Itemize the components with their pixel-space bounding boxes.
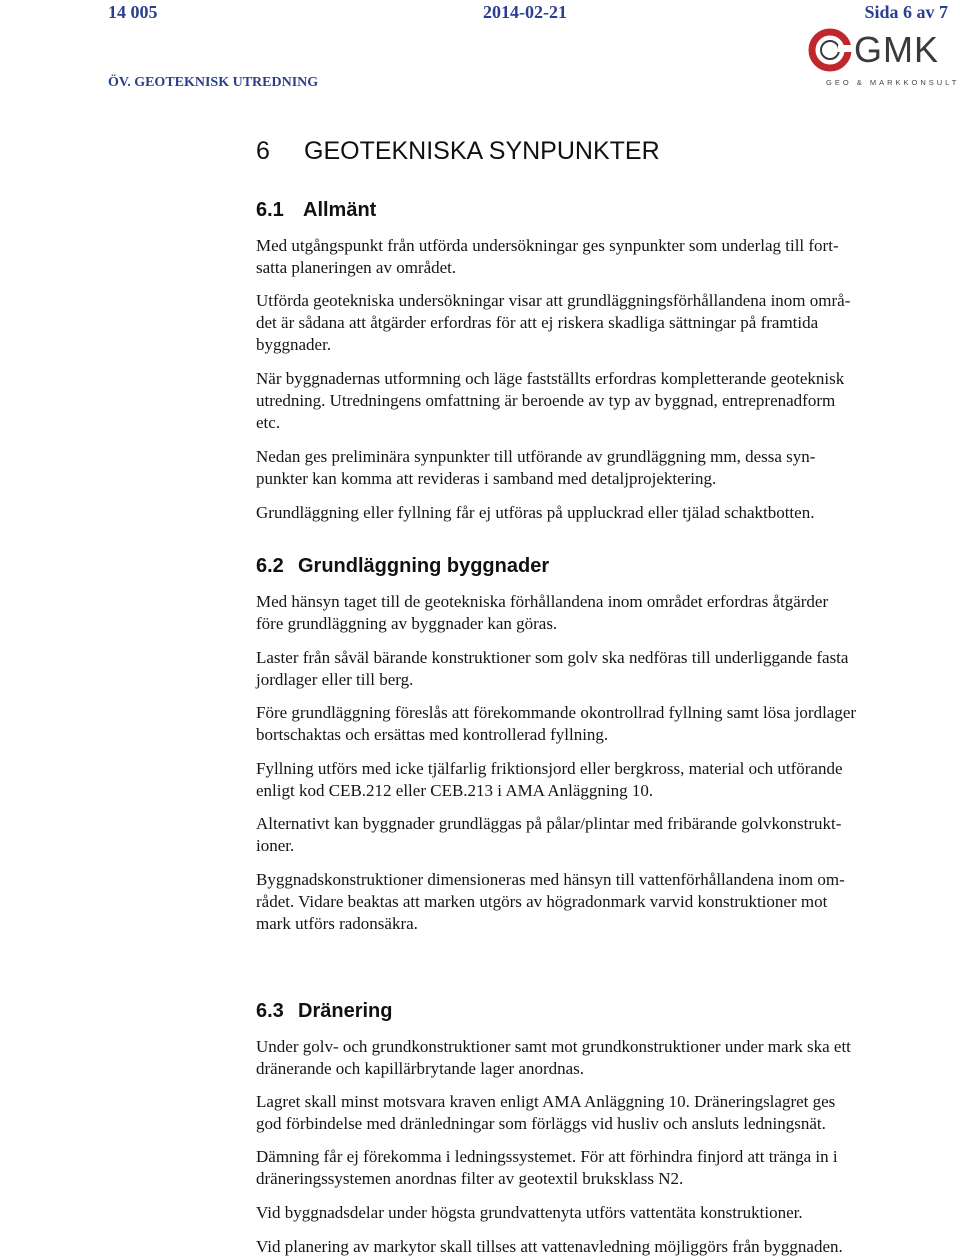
- section-6-3-number: 6.3: [256, 1000, 284, 1022]
- paragraph: Lagret skall minst motsvara kraven enligt AMA Anläggning 10. Dräneringslagret ges god förbindelse med dränledningar som förläggs vid husliv och ansluts ledningsnät.: [256, 1092, 836, 1133]
- document-date: 2014-02-21: [483, 2, 567, 22]
- paragraph: Byggnadskonstruktioner dimensioneras med hänsyn till vattenförhållandena inom om- rådet. Vidare beaktas att marken utgörs av högradonmark varvid konstruktioner mot mark utförs radonsäkra.: [256, 870, 845, 933]
- section-6-1-number: 6.1: [256, 199, 284, 221]
- paragraph: Utförda geotekniska undersökningar visar att grundläggningsförhållandena inom områ- det är sådana att åtgärder erfordras för att ej riskera skadliga sättningar på framtida byggnader.: [256, 291, 851, 354]
- section-6-2-number: 6.2: [256, 555, 284, 577]
- document-subtitle: ÖV. GEOTEKNISK UTREDNING: [108, 75, 319, 90]
- paragraph: Dämning får ej förekomma i ledningssystemet. För att förhindra finjord att tränga in i dräneringssystemen anordnas filter av geotextil bruksklass N2.: [256, 1147, 838, 1188]
- section-6-heading: [256, 137, 660, 166]
- paragraph: Före grundläggning föreslås att förekommande okontrollrad fyllning samt lösa jordlager bortschaktas och ersättas med kontrollerad fyllning.: [256, 703, 857, 744]
- paragraph: Med utgångspunkt från utförda undersökningar ges synpunkter som underlag till fort- satta planeringen av området.: [256, 236, 839, 277]
- logo-wordmark: GMK: [854, 29, 940, 70]
- paragraph: Grundläggning eller fyllning får ej utföras på uppluckrad eller tjälad schaktbotten.: [256, 503, 815, 522]
- gmk-logo: [808, 28, 960, 92]
- section-6-2-title: Grundläggning byggnader: [298, 555, 550, 577]
- page-indicator: Sida 6 av 7: [864, 2, 948, 22]
- paragraph: Vid planering av markytor skall tillses att vattenavledning möjliggörs från byggnaden.: [256, 1237, 843, 1256]
- paragraph: Vid byggnadsdelar under högsta grundvattenyta utförs vattentäta konstruktioner.: [256, 1203, 803, 1222]
- section-6-1-heading: [256, 199, 376, 222]
- section-6-number: 6: [256, 137, 270, 165]
- paragraph: Under golv- och grundkonstruktioner samt mot grundkonstruktioner under mark ska ett dränerande och kapillärbrytande lager anordnas.: [256, 1037, 851, 1078]
- section-6-3-title: Dränering: [298, 1000, 393, 1022]
- logo-tagline: GEO & MARKKONSULT: [826, 78, 960, 87]
- paragraph: När byggnadernas utformning och läge fastställts erfordras kompletterande geoteknisk utredning. Utredningens omfattning är beroende av typ av byggnad, entreprenadform etc.: [256, 369, 845, 432]
- paragraph: Laster från såväl bärande konstruktioner som golv ska nedföras till underliggande fasta jordlager eller till berg.: [256, 648, 849, 689]
- paragraph: Nedan ges preliminära synpunkter till utförande av grundläggning mm, dessa syn- punkter kan komma att revideras i samband med detaljprojektering.: [256, 447, 816, 488]
- section-6-2-heading: [256, 555, 549, 578]
- paragraph: Fyllning utförs med icke tjälfarlig friktionsjord eller bergkross, material och utförande enligt kod CEB.212 eller CEB.213 i AMA Anläggning 10.: [256, 759, 843, 800]
- logo-ring-icon: [808, 28, 858, 78]
- document-number: 14 005: [108, 2, 158, 22]
- paragraph: Alternativt kan byggnader grundläggas på pålar/plintar med fribärande golvkonstrukt- ioner.: [256, 814, 842, 855]
- paragraph: Med hänsyn taget till de geotekniska förhållandena inom området erfordras åtgärder före grundläggning av byggnader kan göras.: [256, 592, 829, 633]
- section-6-1-title: Allmänt: [303, 199, 377, 221]
- section-6-title: GEOTEKNISKA SYNPUNKTER: [304, 137, 660, 165]
- section-6-3-heading: [256, 1000, 392, 1023]
